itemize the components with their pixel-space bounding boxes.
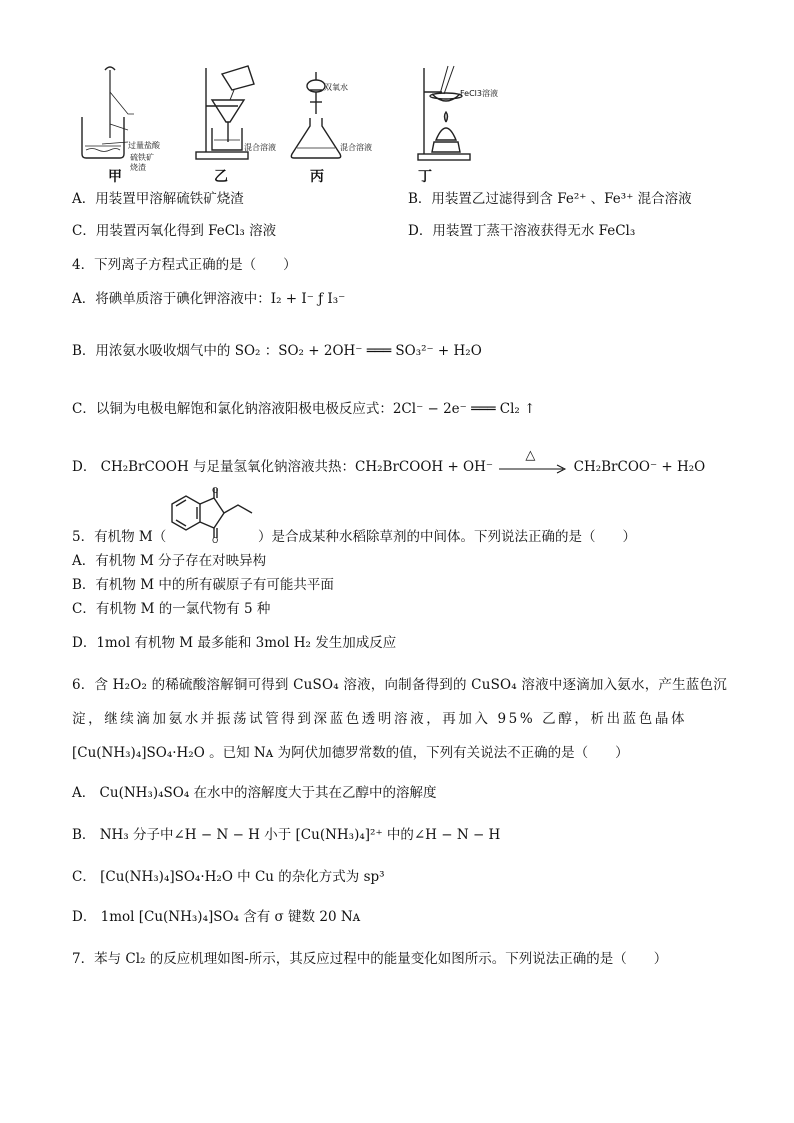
caption-ding: 丁 [418,169,432,185]
q6-stem-line-1: 6．含 H₂O₂ 的稀硫酸溶解铜可得到 CuSO₄ 溶液，向制备得到的 CuSO₄ 溶液中逐滴加入氨水，产生蓝色沉 [72,677,727,693]
label-ding-1: FeCl3溶液 [460,89,498,98]
q5-stem-pre: 5．有机物 M（ [72,529,167,545]
q5-option-b: B．有机物 M 中的所有碳原子有可能共平面 [72,577,334,593]
q3-option-d: D．用装置丁蒸干溶液获得无水 FeCl₃ [408,223,636,239]
q4-option-d-products: CH₂BrCOO⁻ + H₂O [573,459,706,475]
heat-arrow [497,447,569,477]
q4-stem: 4．下列离子方程式正确的是（ ） [72,257,297,273]
label-jia-3: 烧渣 [130,163,146,172]
q6-stem-line-2: 淀，继续滴加氨水并振荡试管得到深蓝色透明溶液，再加入 95% 乙醇，析出蓝色晶体 [72,711,688,727]
caption-jia: 甲 [108,169,122,185]
caption-bing: 丙 [310,169,324,185]
label-jia-1: 过量盐酸 [128,141,160,150]
reaction-arrow-icon [497,459,569,477]
q5-option-d: D．1mol 有机物 M 最多能和 3mol H₂ 发生加成反应 [72,635,397,651]
heat-symbol: △ [525,447,536,463]
q3-option-c: C．用装置丙氧化得到 FeCl₃ 溶液 [72,223,277,239]
q5-option-a: A．有机物 M 分子存在对映异构 [72,553,267,569]
q4-option-d [72,447,706,477]
svg-text:O: O [212,536,219,544]
apparatus-ding [418,66,470,160]
molecule-m-structure [162,486,258,544]
q6-option-b: B． NH₃ 分子中∠H − N − H 小于 [Cu(NH₃)₄]²⁺ 中的∠H − N − H [72,827,501,843]
label-bing-2: 混合溶液 [340,143,372,152]
q7-stem: 7．苯与 Cl₂ 的反应机理如图-所示，其反应过程中的能量变化如图所示。下列说法正确的是（ ） [72,951,668,967]
q6-option-a: A． Cu(NH₃)₄SO₄ 在水中的溶解度大于其在乙醇中的溶解度 [72,785,437,801]
q4-option-c: C．以铜为电极电解饱和氯化钠溶液阳极电极反应式：2Cl⁻ − 2e⁻ ═══ Cl₂ ↑ [72,401,536,417]
q3-option-b: B．用装置乙过滤得到含 Fe²⁺ 、Fe³⁺ 混合溶液 [408,191,692,207]
q3-option-a: A．用装置甲溶解硫铁矿烧渣 [72,191,244,207]
label-jia-2: 硫铁矿 [130,153,154,162]
apparatus-jia [82,67,134,158]
caption-yi: 乙 [214,169,228,185]
indanedione-structure-icon [162,486,258,544]
q5-option-c: C．有机物 M 的一氯代物有 5 种 [72,601,271,617]
q4-option-b: B．用浓氨水吸收烟气中的 SO₂ ：SO₂ + 2OH⁻ ═══ SO₃²⁻ + H₂O [72,343,482,359]
label-bing-1: 双氧水 [324,83,348,92]
q4-option-a: A．将碘单质溶于碘化钾溶液中：I₂ + I⁻ ƒ I₃⁻ [72,291,346,307]
q6-option-c: C． [Cu(NH₃)₄]SO₄·H₂O 中 Cu 的杂化方式为 sp³ [72,869,385,885]
apparatus-figure [72,62,512,185]
svg-text:O: O [212,486,219,495]
q4-option-d-reactants: D． CH₂BrCOOH 与足量氢氧化钠溶液共热：CH₂BrCOOH + OH⁻ [72,459,494,475]
q6-stem-line-3: [Cu(NH₃)₄]SO₄·H₂O 。已知 Nᴀ 为阿伏加德罗常数的值，下列有关说法不正确的是（ ） [72,745,629,761]
q5-stem-post: ）是合成某种水稻除草剂的中间体。下列说法正确的是（ ） [258,529,636,545]
q6-option-d: D． 1mol [Cu(NH₃)₄]SO₄ 含有 σ 键数 20 Nᴀ [72,909,361,925]
label-yi-1: 混合溶液 [244,143,276,152]
